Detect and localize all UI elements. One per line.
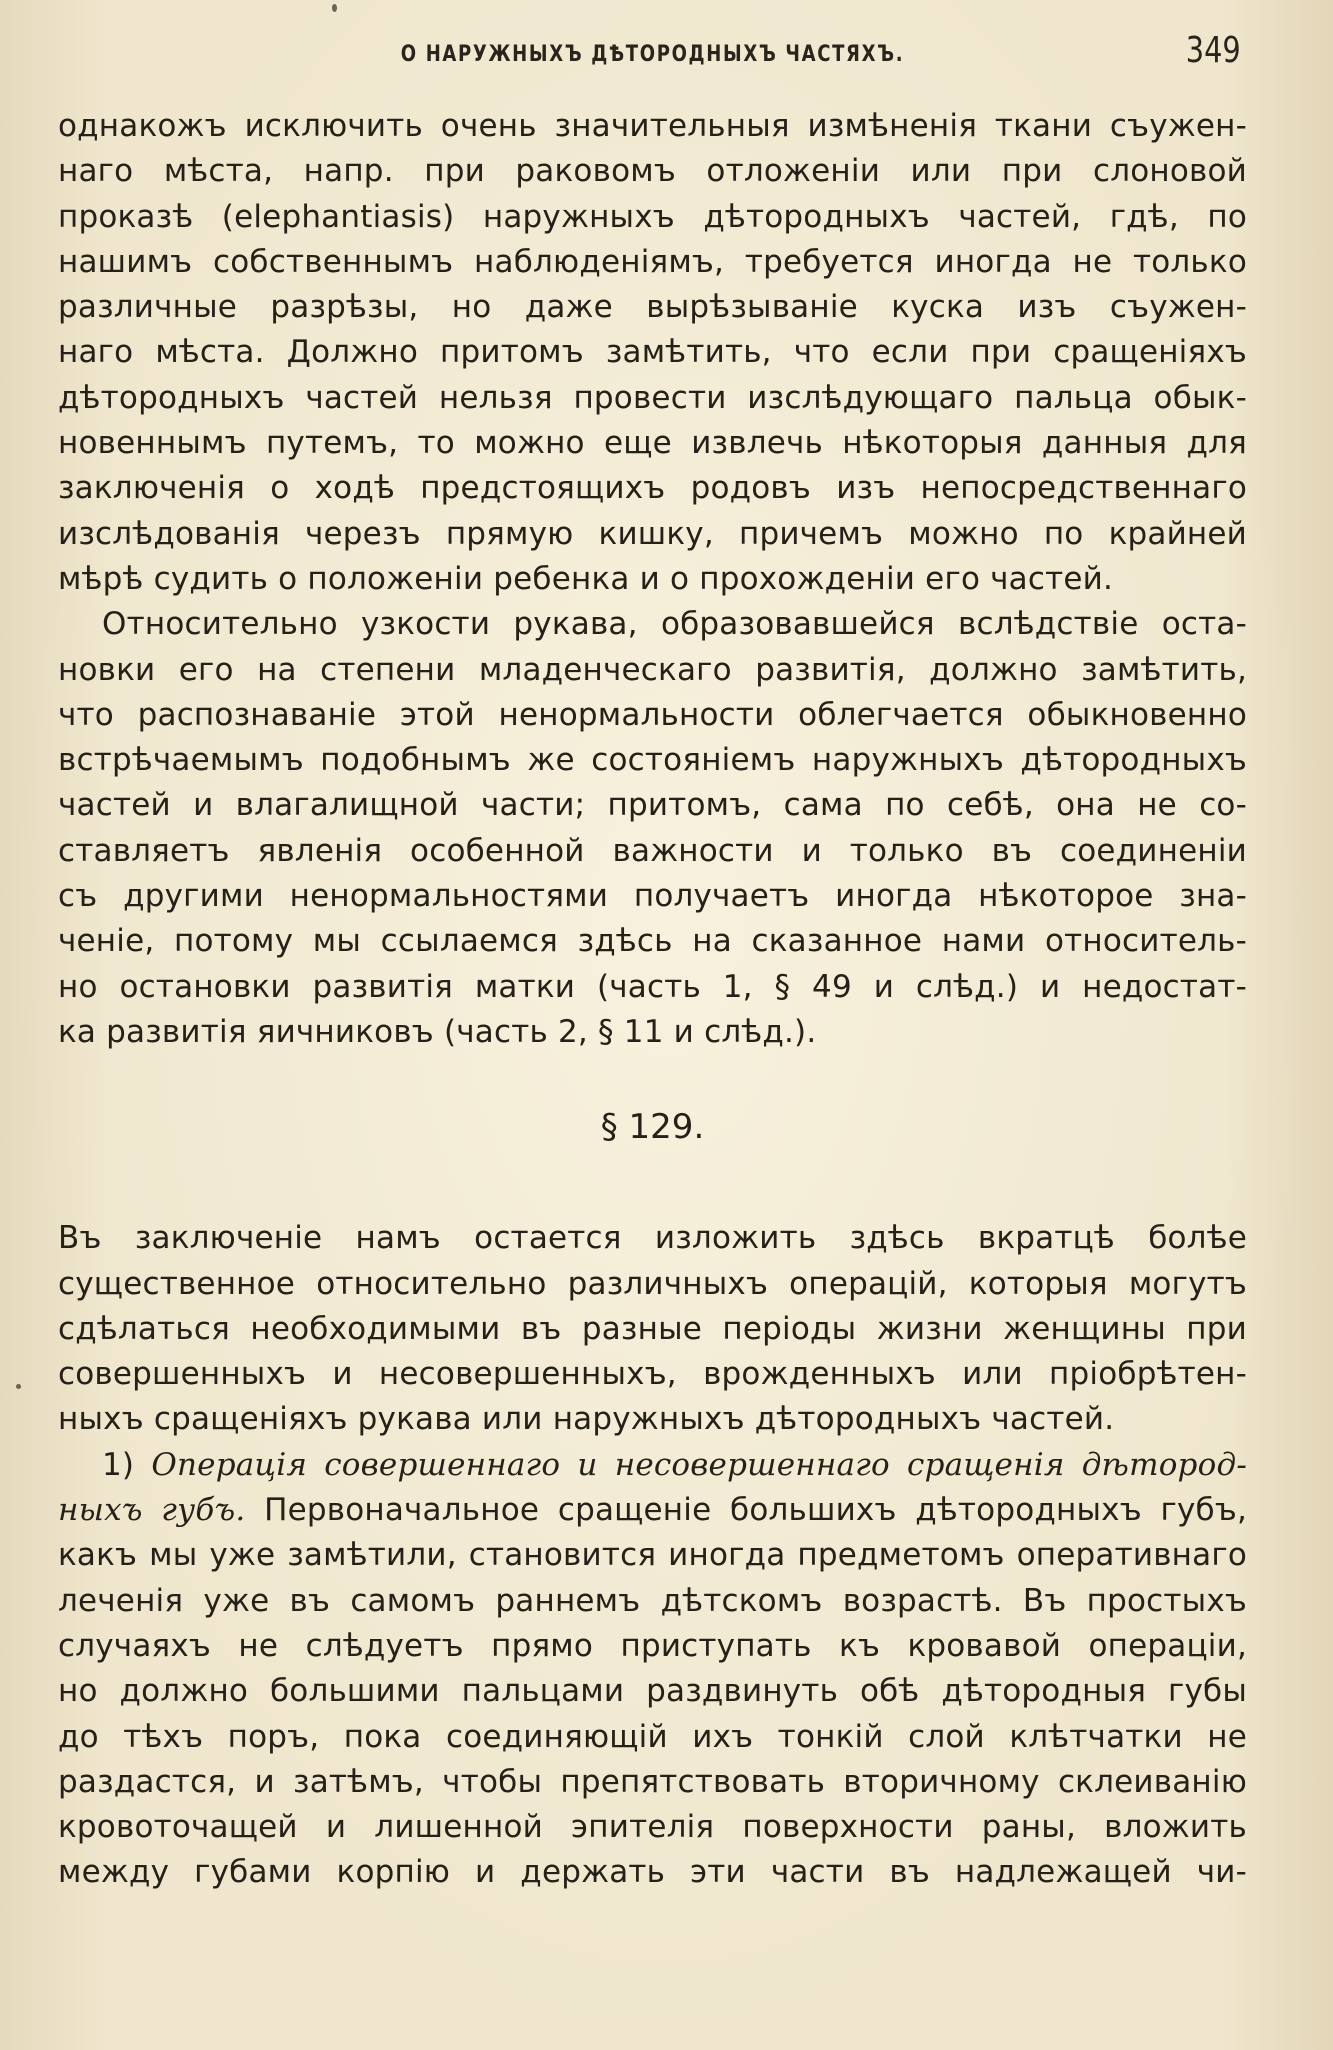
text-line: частей и влагалищной части; притомъ, сама по себѣ, она не со-: [58, 787, 1247, 824]
paragraph-3: [58, 1216, 1247, 1442]
text-line: до тѣхъ поръ, пока соединяющій ихъ тонкій слой клѣтчатки не: [58, 1718, 1247, 1755]
paragraph-4: [58, 1443, 1247, 1896]
text-line: какъ мы уже замѣтили, становится иногда предметомъ оперативнаго: [58, 1537, 1247, 1574]
ink-speck: [332, 4, 337, 12]
text-line: новки его на степени младенческаго развитія, должно замѣтить,: [58, 651, 1247, 688]
text-line: [58, 1443, 1247, 1488]
text-line: случаяхъ не слѣдуетъ прямо приступать къ кровавой операціи,: [58, 1627, 1247, 1664]
text-line: кровоточащей и лишенной эпителія поверхности раны, вложить: [58, 1809, 1247, 1846]
text-line: Въ заключеніе намъ остается изложить здѣсь вкратцѣ болѣе: [58, 1220, 1247, 1257]
text-line: но должно большими пальцами раздвинуть обѣ дѣтородныя губы: [58, 1673, 1247, 1710]
ink-speck: [16, 1384, 21, 1389]
text-line: между губами корпію и держать эти части въ надлежащей чи-: [58, 1854, 1247, 1891]
italic-heading: ныхъ губъ.: [58, 1492, 246, 1529]
text-line: проказѣ (elephantiasis) наружныхъ дѣтородныхъ частей, гдѣ, по: [58, 198, 1247, 235]
text-line: наго мѣста. Должно притомъ замѣтить, что если при сращеніяхъ: [58, 334, 1247, 371]
text-line: ставляетъ явленія особенной важности и только въ соединеніи: [58, 832, 1247, 869]
section-heading: § 129.: [600, 1107, 705, 1148]
text-line: что распознаваніе этой ненормальности облегчается обыкновенно: [58, 696, 1247, 733]
text-line: [58, 1488, 1247, 1533]
body-text: [58, 104, 1247, 1896]
text-line: съ другими ненормальностями получаетъ иногда нѣкоторое зна-: [58, 878, 1247, 915]
text-line: сдѣлаться необходимыми въ разные періоды жизни женщины при: [58, 1310, 1247, 1347]
text-line: существенное относительно различныхъ операцій, которыя могутъ: [58, 1265, 1247, 1302]
text-line: однакожъ исключить очень значительныя измѣненія ткани съужен-: [58, 108, 1247, 144]
running-head: [58, 30, 1247, 74]
text-line: дѣтородныхъ частей нельзя провести изслѣдующаго пальца обык-: [58, 379, 1247, 416]
item-number: 1): [102, 1446, 135, 1483]
text-line: ка развитія яичниковъ (часть 2, § 11 и слѣд.).: [58, 1013, 817, 1050]
text-line: ченіе, потому мы ссылаемся здѣсь на сказанное нами относитель-: [58, 923, 1247, 960]
text-line: Относительно узкости рукава, образовавшейся вслѣдствіе оста-: [102, 606, 1247, 643]
text-line: нашимъ собственнымъ наблюденіямъ, требуется иногда не только: [58, 243, 1247, 280]
text-line: различные разрѣзы, но даже вырѣзываніе куска изъ съужен-: [58, 289, 1247, 326]
text-line: встрѣчаемымъ подобнымъ же состояніемъ наружныхъ дѣтородныхъ: [58, 742, 1247, 779]
text-line: леченія уже въ самомъ раннемъ дѣтскомъ возрастѣ. Въ простыхъ: [58, 1582, 1247, 1619]
text-line: наго мѣста, напр. при раковомъ отложеніи или при слоновой: [58, 153, 1247, 190]
text-line: заключенія о ходѣ предстоящихъ родовъ изъ непосредственнаго: [58, 470, 1247, 507]
paragraph-1: [58, 104, 1247, 602]
text-run: Первоначальное сращеніе большихъ дѣтородныхъ губъ,: [264, 1492, 1247, 1529]
page-number: 349: [1186, 30, 1241, 71]
text-line: ныхъ сращеніяхъ рукава или наружныхъ дѣтородныхъ частей.: [58, 1401, 1115, 1438]
text-line: мѣрѣ судить о положеніи ребенка и о прохожденіи его частей.: [58, 560, 1114, 597]
text-line: новеннымъ путемъ, то можно еще извлечь нѣкоторыя данныя для: [58, 425, 1247, 462]
text-line: совершенныхъ и несовершенныхъ, врожденныхъ или пріобрѣтен-: [58, 1356, 1247, 1393]
text-line: изслѣдованія черезъ прямую кишку, причемъ можно по крайней: [58, 515, 1247, 552]
italic-heading: Операція совершеннаго и несовершеннаго сращенія дѣтород-: [151, 1446, 1247, 1483]
text-line: но остановки развитія матки (часть 1, § 49 и слѣд.) и недостат-: [58, 968, 1247, 1005]
text-line: раздастся, и затѣмъ, чтобы препятствовать вторичному склеиванію: [58, 1763, 1247, 1800]
running-title: О НАРУЖНЫХЪ ДѢТОРОДНЫХЪ ЧАСТЯХЪ.: [400, 42, 905, 67]
paragraph-2: [58, 602, 1247, 1055]
